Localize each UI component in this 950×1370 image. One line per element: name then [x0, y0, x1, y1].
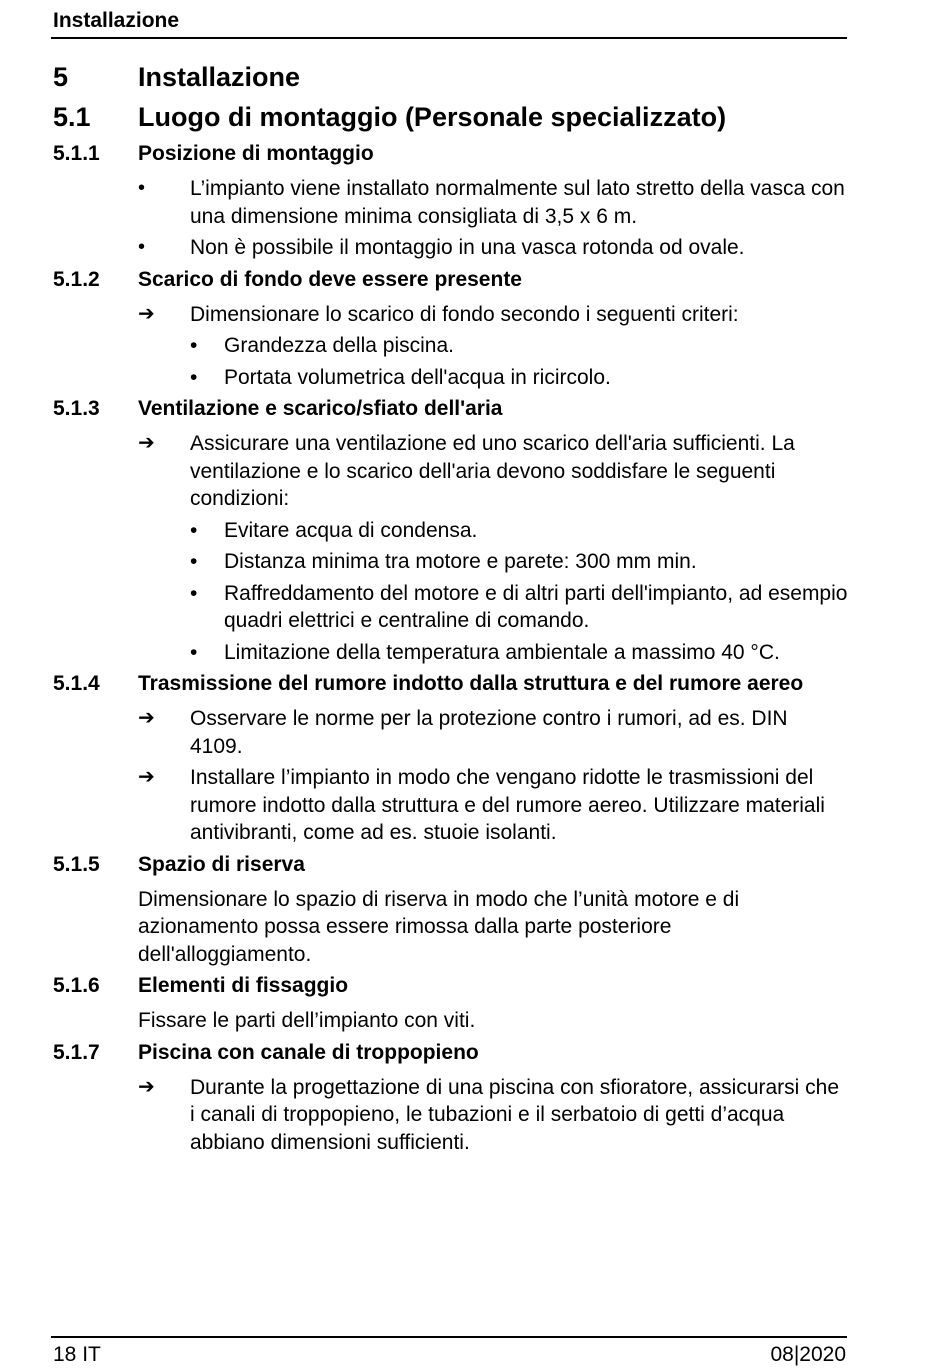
action-text: Installare l’impianto in modo che vengano ridotte le trasmissioni del rumore indotto dalla struttura e del rumore aereo. Utilizzare materiali antivibranti, come ad es. stuoie isolanti.: [190, 766, 825, 844]
subsection-number: 5.1.2: [53, 267, 100, 291]
sub-list-item: [190, 580, 848, 635]
list-item: [138, 234, 848, 262]
sub-list-item: [190, 548, 848, 576]
subsection-number: 5.1.4: [53, 672, 100, 695]
bullet-marker: •: [190, 581, 198, 605]
bullet-marker: •: [190, 518, 198, 542]
arrow-icon: ➔: [138, 302, 155, 325]
arrow-icon: ➔: [138, 1075, 155, 1098]
list-item: [138, 175, 848, 230]
page-content: [53, 58, 848, 1160]
subsection-title: Spazio di riserva: [138, 852, 305, 876]
sub-list-item-text: Raffreddamento del motore e di altri parti dell'impianto, ad esempio quadri elettrici e centraline di comando.: [224, 581, 848, 632]
chapter-title: Installazione: [138, 62, 301, 92]
bullet-marker: •: [138, 177, 146, 199]
arrow-icon: ➔: [138, 707, 155, 729]
action-text: Osservare le norme per la protezione contro i rumori, ad es. DIN 4109.: [190, 707, 788, 758]
bullet-marker: •: [138, 236, 146, 258]
arrow-icon: ➔: [138, 766, 155, 788]
subsection-title: Piscina con canale di troppopieno: [138, 1040, 479, 1064]
section-title: Luogo di montaggio (Personale specializzato): [138, 102, 727, 132]
subsection-title: Scarico di fondo deve essere presente: [138, 267, 522, 291]
bullet-marker: •: [190, 365, 198, 389]
action-item: [138, 430, 848, 513]
bullet-marker: •: [190, 640, 198, 664]
footer-divider: [51, 1336, 847, 1338]
sub-list-item-text: Distanza minima tra motore e parete: 300 mm min.: [224, 550, 697, 573]
subsection-heading-5-1-7: [53, 1039, 848, 1066]
header-divider: [51, 37, 847, 39]
page-header-title: Installazione: [53, 9, 180, 32]
sub-list-item: [190, 517, 848, 545]
subsection-title: Ventilazione e scarico/sfiato dell'aria: [138, 397, 503, 420]
sub-list-item-text: Grandezza della piscina.: [224, 334, 454, 357]
subsection-heading-5-1-6: [53, 972, 848, 999]
subsection-number: 5.1.6: [53, 974, 100, 997]
sub-list-item: [190, 639, 848, 667]
chapter-number: 5: [53, 62, 69, 92]
subsection-title: Posizione di montaggio: [138, 142, 374, 165]
subsection-heading-5-1-4: [53, 670, 848, 697]
subsection-heading-5-1-5: [53, 851, 848, 878]
page-number: 18 IT: [53, 1343, 101, 1366]
paragraph-text: Dimensionare lo spazio di riserva in modo che l’unità motore e di azionamento possa essere rimossa dalla parte posteriore dell'alloggiamento.: [138, 887, 740, 966]
chapter-heading: [53, 58, 848, 96]
subsection-heading-5-1-3: [53, 395, 848, 422]
sub-list-item-text: Portata volumetrica dell'acqua in ricircolo.: [224, 365, 611, 389]
bullet-marker: •: [190, 334, 198, 357]
action-item: [138, 301, 848, 329]
action-text: Dimensionare lo scarico di fondo secondo i seguenti criteri:: [190, 302, 739, 326]
sub-list-item: [190, 332, 848, 360]
list-item-text: L’impianto viene installato normalmente sul lato stretto della vasca con una dimensione minima consigliata di 3,5 x 6 m.: [190, 177, 845, 228]
subsection-number: 5.1.3: [53, 397, 100, 420]
action-item: [138, 764, 848, 847]
document-date: 08|2020: [770, 1343, 846, 1366]
bullet-marker: •: [190, 550, 198, 573]
sub-list-item-text: Limitazione della temperatura ambientale a massimo 40 °C.: [224, 640, 780, 664]
arrow-icon: ➔: [138, 432, 155, 454]
subsection-number: 5.1.7: [53, 1040, 100, 1064]
paragraph-text: Fissare le parti dell’impianto con viti.: [138, 1009, 476, 1032]
action-item: [138, 705, 848, 760]
section-heading: [53, 98, 848, 136]
subsection-heading-5-1-2: [53, 266, 848, 293]
action-text: Durante la progettazione di una piscina con sfioratore, assicurarsi che i canali di troppopieno, le tubazioni e il serbatoio di getti d’acqua abbiano dimensioni sufficienti.: [190, 1075, 840, 1154]
sub-list-item-text: Evitare acqua di condensa.: [224, 518, 478, 542]
action-text: Assicurare una ventilazione ed uno scarico dell'aria sufficienti. La ventilazione e lo scarico dell'aria devono soddisfare le seguenti condizioni:: [190, 432, 795, 510]
subsection-heading-5-1-1: [53, 140, 848, 167]
list-item-text: Non è possibile il montaggio in una vasca rotonda od ovale.: [190, 236, 745, 259]
subsection-number: 5.1.1: [53, 142, 100, 165]
subsection-number: 5.1.5: [53, 852, 100, 876]
sub-list-item: [190, 364, 848, 392]
subsection-title: Elementi di fissaggio: [138, 974, 349, 997]
subsection-title: Trasmissione del rumore indotto dalla struttura e del rumore aereo: [138, 672, 804, 695]
section-number: 5.1: [53, 102, 91, 132]
action-item: [138, 1074, 848, 1157]
